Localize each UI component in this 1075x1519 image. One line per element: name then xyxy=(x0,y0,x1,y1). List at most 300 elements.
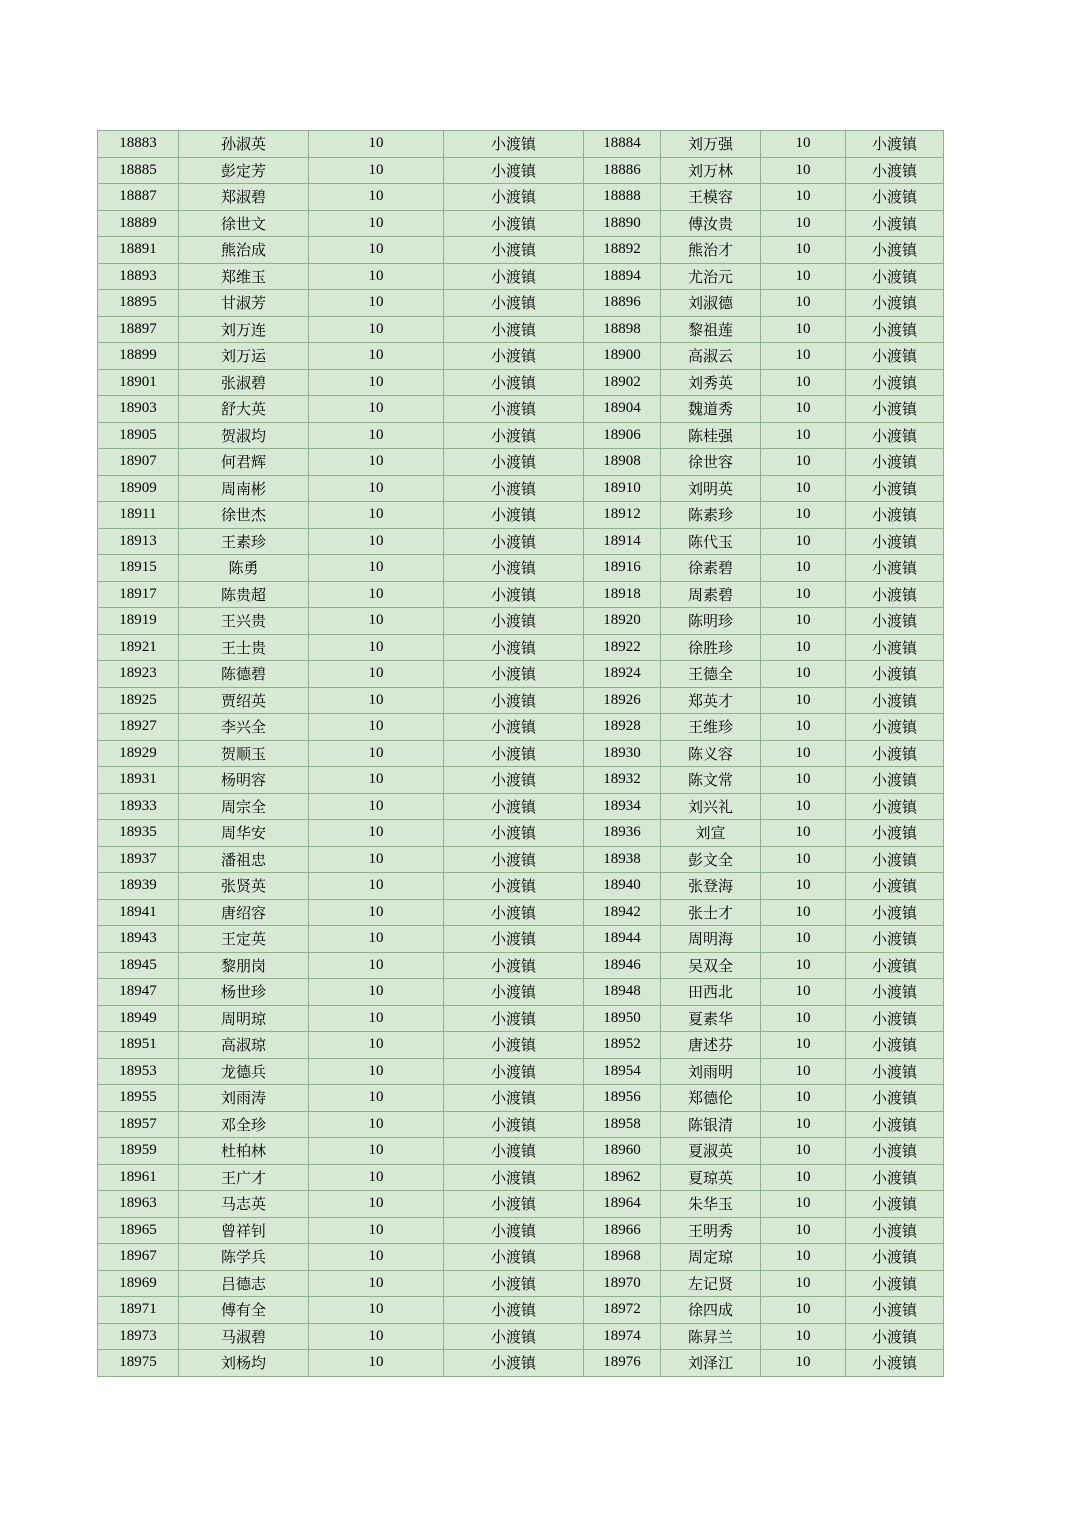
cell-town: 小渡镇 xyxy=(846,1138,944,1165)
cell-town: 小渡镇 xyxy=(444,343,584,370)
cell-amount: 10 xyxy=(309,316,444,343)
cell-town: 小渡镇 xyxy=(846,1217,944,1244)
cell-amount: 10 xyxy=(761,528,846,555)
cell-amount: 10 xyxy=(761,316,846,343)
cell-id: 18942 xyxy=(584,899,661,926)
cell-town: 小渡镇 xyxy=(846,1032,944,1059)
cell-name: 刘万连 xyxy=(179,316,309,343)
cell-amount: 10 xyxy=(761,1270,846,1297)
cell-name: 贺顺玉 xyxy=(179,740,309,767)
cell-amount: 10 xyxy=(309,1164,444,1191)
table-row xyxy=(98,184,944,211)
cell-id: 18921 xyxy=(98,634,179,661)
cell-amount: 10 xyxy=(761,1244,846,1271)
cell-name: 刘万强 xyxy=(661,131,761,158)
cell-id: 18923 xyxy=(98,661,179,688)
recipients-table-body xyxy=(98,131,944,1377)
cell-id: 18945 xyxy=(98,952,179,979)
cell-town: 小渡镇 xyxy=(444,1085,584,1112)
cell-name: 陈贵超 xyxy=(179,581,309,608)
cell-amount: 10 xyxy=(761,290,846,317)
cell-name: 刘杨均 xyxy=(179,1350,309,1377)
cell-id: 18933 xyxy=(98,793,179,820)
cell-town: 小渡镇 xyxy=(846,1111,944,1138)
cell-town: 小渡镇 xyxy=(444,1270,584,1297)
cell-town: 小渡镇 xyxy=(846,316,944,343)
table-row xyxy=(98,793,944,820)
cell-id: 18972 xyxy=(584,1297,661,1324)
cell-name: 刘明英 xyxy=(661,475,761,502)
cell-name: 周定琼 xyxy=(661,1244,761,1271)
cell-name: 郑淑碧 xyxy=(179,184,309,211)
cell-amount: 10 xyxy=(761,1085,846,1112)
cell-town: 小渡镇 xyxy=(444,131,584,158)
cell-id: 18883 xyxy=(98,131,179,158)
cell-town: 小渡镇 xyxy=(444,210,584,237)
cell-amount: 10 xyxy=(309,131,444,158)
cell-amount: 10 xyxy=(309,608,444,635)
cell-town: 小渡镇 xyxy=(444,1005,584,1032)
cell-name: 刘淑德 xyxy=(661,290,761,317)
cell-name: 王定英 xyxy=(179,926,309,953)
cell-amount: 10 xyxy=(761,581,846,608)
cell-name: 徐世文 xyxy=(179,210,309,237)
table-row xyxy=(98,237,944,264)
cell-amount: 10 xyxy=(761,396,846,423)
table-row xyxy=(98,740,944,767)
cell-name: 彭定芳 xyxy=(179,157,309,184)
cell-amount: 10 xyxy=(309,237,444,264)
cell-town: 小渡镇 xyxy=(444,1191,584,1218)
table-row xyxy=(98,979,944,1006)
cell-town: 小渡镇 xyxy=(444,1032,584,1059)
cell-id: 18973 xyxy=(98,1323,179,1350)
table-row xyxy=(98,899,944,926)
cell-name: 王兴贵 xyxy=(179,608,309,635)
cell-town: 小渡镇 xyxy=(444,793,584,820)
table-row xyxy=(98,1111,944,1138)
cell-id: 18918 xyxy=(584,581,661,608)
table-row xyxy=(98,661,944,688)
cell-town: 小渡镇 xyxy=(846,634,944,661)
cell-name: 夏琼英 xyxy=(661,1164,761,1191)
cell-town: 小渡镇 xyxy=(846,290,944,317)
table-row xyxy=(98,290,944,317)
cell-amount: 10 xyxy=(761,131,846,158)
table-row xyxy=(98,1138,944,1165)
cell-amount: 10 xyxy=(309,290,444,317)
cell-name: 徐四成 xyxy=(661,1297,761,1324)
cell-amount: 10 xyxy=(761,820,846,847)
cell-id: 18955 xyxy=(98,1085,179,1112)
cell-town: 小渡镇 xyxy=(846,343,944,370)
table-row xyxy=(98,1297,944,1324)
cell-id: 18952 xyxy=(584,1032,661,1059)
cell-name: 吕德志 xyxy=(179,1270,309,1297)
cell-name: 周素碧 xyxy=(661,581,761,608)
cell-amount: 10 xyxy=(761,1164,846,1191)
cell-id: 18898 xyxy=(584,316,661,343)
cell-amount: 10 xyxy=(761,475,846,502)
cell-town: 小渡镇 xyxy=(846,1297,944,1324)
table-row xyxy=(98,316,944,343)
cell-id: 18959 xyxy=(98,1138,179,1165)
cell-amount: 10 xyxy=(309,475,444,502)
cell-name: 杜柏林 xyxy=(179,1138,309,1165)
cell-name: 田西北 xyxy=(661,979,761,1006)
cell-name: 周明海 xyxy=(661,926,761,953)
cell-town: 小渡镇 xyxy=(846,793,944,820)
cell-id: 18958 xyxy=(584,1111,661,1138)
cell-name: 刘万运 xyxy=(179,343,309,370)
cell-id: 18957 xyxy=(98,1111,179,1138)
cell-id: 18927 xyxy=(98,714,179,741)
cell-id: 18906 xyxy=(584,422,661,449)
cell-town: 小渡镇 xyxy=(846,926,944,953)
cell-town: 小渡镇 xyxy=(846,1058,944,1085)
table-row xyxy=(98,1323,944,1350)
cell-town: 小渡镇 xyxy=(444,820,584,847)
cell-amount: 10 xyxy=(309,555,444,582)
table-row xyxy=(98,820,944,847)
cell-town: 小渡镇 xyxy=(846,1350,944,1377)
table-row xyxy=(98,1191,944,1218)
cell-town: 小渡镇 xyxy=(846,714,944,741)
cell-amount: 10 xyxy=(309,502,444,529)
cell-id: 18917 xyxy=(98,581,179,608)
cell-name: 陈勇 xyxy=(179,555,309,582)
cell-town: 小渡镇 xyxy=(444,1058,584,1085)
cell-name: 周明琼 xyxy=(179,1005,309,1032)
cell-name: 徐胜珍 xyxy=(661,634,761,661)
cell-id: 18934 xyxy=(584,793,661,820)
cell-id: 18907 xyxy=(98,449,179,476)
cell-id: 18931 xyxy=(98,767,179,794)
cell-town: 小渡镇 xyxy=(846,581,944,608)
cell-amount: 10 xyxy=(309,528,444,555)
cell-name: 刘宣 xyxy=(661,820,761,847)
cell-name: 郑维玉 xyxy=(179,263,309,290)
table-row xyxy=(98,475,944,502)
cell-town: 小渡镇 xyxy=(846,846,944,873)
cell-name: 刘万林 xyxy=(661,157,761,184)
cell-name: 张士才 xyxy=(661,899,761,926)
table-row xyxy=(98,157,944,184)
cell-town: 小渡镇 xyxy=(444,846,584,873)
cell-name: 陈义容 xyxy=(661,740,761,767)
cell-name: 马淑碧 xyxy=(179,1323,309,1350)
cell-id: 18964 xyxy=(584,1191,661,1218)
cell-id: 18909 xyxy=(98,475,179,502)
cell-name: 刘泽江 xyxy=(661,1350,761,1377)
table-row xyxy=(98,1217,944,1244)
cell-amount: 10 xyxy=(309,1111,444,1138)
cell-amount: 10 xyxy=(309,1032,444,1059)
table-row xyxy=(98,1270,944,1297)
cell-amount: 10 xyxy=(309,634,444,661)
table-row xyxy=(98,343,944,370)
cell-name: 孙淑英 xyxy=(179,131,309,158)
table-row xyxy=(98,767,944,794)
cell-id: 18926 xyxy=(584,687,661,714)
cell-id: 18902 xyxy=(584,369,661,396)
cell-amount: 10 xyxy=(309,1138,444,1165)
cell-town: 小渡镇 xyxy=(846,396,944,423)
cell-amount: 10 xyxy=(761,263,846,290)
cell-name: 张淑碧 xyxy=(179,369,309,396)
cell-id: 18908 xyxy=(584,449,661,476)
cell-amount: 10 xyxy=(309,369,444,396)
cell-name: 王素珍 xyxy=(179,528,309,555)
cell-town: 小渡镇 xyxy=(444,475,584,502)
cell-amount: 10 xyxy=(309,1350,444,1377)
cell-name: 刘雨涛 xyxy=(179,1085,309,1112)
cell-amount: 10 xyxy=(761,369,846,396)
cell-town: 小渡镇 xyxy=(444,449,584,476)
table-row xyxy=(98,396,944,423)
cell-town: 小渡镇 xyxy=(846,449,944,476)
cell-amount: 10 xyxy=(761,687,846,714)
cell-town: 小渡镇 xyxy=(444,237,584,264)
cell-town: 小渡镇 xyxy=(846,555,944,582)
cell-id: 18919 xyxy=(98,608,179,635)
cell-id: 18938 xyxy=(584,846,661,873)
cell-name: 舒大英 xyxy=(179,396,309,423)
cell-town: 小渡镇 xyxy=(444,714,584,741)
table-row xyxy=(98,449,944,476)
cell-amount: 10 xyxy=(309,343,444,370)
cell-town: 小渡镇 xyxy=(846,1244,944,1271)
cell-name: 杨世珍 xyxy=(179,979,309,1006)
cell-id: 18896 xyxy=(584,290,661,317)
table-row xyxy=(98,210,944,237)
cell-name: 唐绍容 xyxy=(179,899,309,926)
cell-id: 18937 xyxy=(98,846,179,873)
cell-id: 18895 xyxy=(98,290,179,317)
cell-town: 小渡镇 xyxy=(444,1111,584,1138)
table-row xyxy=(98,528,944,555)
cell-id: 18930 xyxy=(584,740,661,767)
cell-town: 小渡镇 xyxy=(444,1350,584,1377)
cell-town: 小渡镇 xyxy=(444,952,584,979)
cell-town: 小渡镇 xyxy=(846,1270,944,1297)
cell-name: 魏道秀 xyxy=(661,396,761,423)
cell-id: 18915 xyxy=(98,555,179,582)
cell-town: 小渡镇 xyxy=(444,608,584,635)
cell-id: 18920 xyxy=(584,608,661,635)
cell-amount: 10 xyxy=(309,740,444,767)
table-row xyxy=(98,1164,944,1191)
cell-id: 18965 xyxy=(98,1217,179,1244)
cell-town: 小渡镇 xyxy=(444,899,584,926)
cell-name: 王士贵 xyxy=(179,634,309,661)
cell-town: 小渡镇 xyxy=(846,369,944,396)
table-row xyxy=(98,952,944,979)
cell-name: 尤治元 xyxy=(661,263,761,290)
cell-name: 刘秀英 xyxy=(661,369,761,396)
cell-amount: 10 xyxy=(309,1244,444,1271)
cell-town: 小渡镇 xyxy=(846,422,944,449)
cell-town: 小渡镇 xyxy=(846,237,944,264)
cell-name: 高淑琼 xyxy=(179,1032,309,1059)
cell-amount: 10 xyxy=(309,846,444,873)
cell-amount: 10 xyxy=(309,820,444,847)
cell-town: 小渡镇 xyxy=(444,502,584,529)
cell-amount: 10 xyxy=(761,740,846,767)
cell-town: 小渡镇 xyxy=(444,687,584,714)
cell-amount: 10 xyxy=(761,1005,846,1032)
cell-amount: 10 xyxy=(761,714,846,741)
cell-id: 18954 xyxy=(584,1058,661,1085)
cell-town: 小渡镇 xyxy=(846,1323,944,1350)
cell-id: 18925 xyxy=(98,687,179,714)
cell-town: 小渡镇 xyxy=(444,316,584,343)
cell-amount: 10 xyxy=(309,661,444,688)
cell-town: 小渡镇 xyxy=(444,740,584,767)
cell-town: 小渡镇 xyxy=(846,528,944,555)
cell-name: 王广才 xyxy=(179,1164,309,1191)
cell-id: 18892 xyxy=(584,237,661,264)
cell-id: 18887 xyxy=(98,184,179,211)
cell-town: 小渡镇 xyxy=(444,1138,584,1165)
cell-name: 陈素珍 xyxy=(661,502,761,529)
cell-id: 18911 xyxy=(98,502,179,529)
cell-town: 小渡镇 xyxy=(444,1297,584,1324)
cell-name: 夏淑英 xyxy=(661,1138,761,1165)
cell-amount: 10 xyxy=(309,396,444,423)
cell-amount: 10 xyxy=(309,210,444,237)
cell-name: 陈德碧 xyxy=(179,661,309,688)
cell-amount: 10 xyxy=(761,1323,846,1350)
cell-town: 小渡镇 xyxy=(444,555,584,582)
cell-amount: 10 xyxy=(309,873,444,900)
cell-id: 18897 xyxy=(98,316,179,343)
cell-id: 18941 xyxy=(98,899,179,926)
cell-id: 18950 xyxy=(584,1005,661,1032)
cell-amount: 10 xyxy=(309,926,444,953)
cell-amount: 10 xyxy=(761,661,846,688)
cell-amount: 10 xyxy=(309,793,444,820)
table-row xyxy=(98,608,944,635)
cell-name: 王明秀 xyxy=(661,1217,761,1244)
cell-amount: 10 xyxy=(309,767,444,794)
cell-amount: 10 xyxy=(309,422,444,449)
cell-id: 18886 xyxy=(584,157,661,184)
cell-amount: 10 xyxy=(761,846,846,873)
cell-id: 18960 xyxy=(584,1138,661,1165)
cell-name: 马志英 xyxy=(179,1191,309,1218)
table-row xyxy=(98,1085,944,1112)
cell-town: 小渡镇 xyxy=(846,1005,944,1032)
cell-town: 小渡镇 xyxy=(846,740,944,767)
cell-town: 小渡镇 xyxy=(444,661,584,688)
cell-name: 吴双全 xyxy=(661,952,761,979)
cell-town: 小渡镇 xyxy=(444,422,584,449)
table-row xyxy=(98,555,944,582)
cell-town: 小渡镇 xyxy=(444,290,584,317)
cell-name: 陈学兵 xyxy=(179,1244,309,1271)
cell-name: 贺淑均 xyxy=(179,422,309,449)
cell-id: 18899 xyxy=(98,343,179,370)
cell-id: 18946 xyxy=(584,952,661,979)
cell-name: 陈明珍 xyxy=(661,608,761,635)
cell-name: 陈昇兰 xyxy=(661,1323,761,1350)
cell-name: 徐素碧 xyxy=(661,555,761,582)
cell-id: 18885 xyxy=(98,157,179,184)
cell-id: 18940 xyxy=(584,873,661,900)
cell-amount: 10 xyxy=(761,1350,846,1377)
cell-town: 小渡镇 xyxy=(846,502,944,529)
cell-town: 小渡镇 xyxy=(444,926,584,953)
cell-town: 小渡镇 xyxy=(846,608,944,635)
cell-name: 郑德伦 xyxy=(661,1085,761,1112)
cell-id: 18910 xyxy=(584,475,661,502)
cell-town: 小渡镇 xyxy=(444,979,584,1006)
cell-name: 朱华玉 xyxy=(661,1191,761,1218)
cell-name: 王维珍 xyxy=(661,714,761,741)
cell-name: 徐世容 xyxy=(661,449,761,476)
cell-town: 小渡镇 xyxy=(444,767,584,794)
cell-amount: 10 xyxy=(761,555,846,582)
table-row xyxy=(98,502,944,529)
cell-id: 18949 xyxy=(98,1005,179,1032)
table-row xyxy=(98,846,944,873)
cell-amount: 10 xyxy=(761,1138,846,1165)
cell-id: 18976 xyxy=(584,1350,661,1377)
cell-id: 18963 xyxy=(98,1191,179,1218)
table-row xyxy=(98,873,944,900)
cell-name: 龙德兵 xyxy=(179,1058,309,1085)
table-row xyxy=(98,422,944,449)
table-row xyxy=(98,581,944,608)
cell-id: 18922 xyxy=(584,634,661,661)
cell-town: 小渡镇 xyxy=(444,634,584,661)
cell-amount: 10 xyxy=(309,1085,444,1112)
cell-amount: 10 xyxy=(761,1111,846,1138)
table-row xyxy=(98,131,944,158)
cell-town: 小渡镇 xyxy=(846,263,944,290)
cell-town: 小渡镇 xyxy=(444,873,584,900)
cell-town: 小渡镇 xyxy=(846,952,944,979)
cell-town: 小渡镇 xyxy=(846,131,944,158)
cell-town: 小渡镇 xyxy=(444,528,584,555)
cell-amount: 10 xyxy=(309,581,444,608)
cell-name: 陈代玉 xyxy=(661,528,761,555)
cell-id: 18914 xyxy=(584,528,661,555)
table-row xyxy=(98,1058,944,1085)
cell-amount: 10 xyxy=(309,687,444,714)
table-row xyxy=(98,369,944,396)
cell-id: 18905 xyxy=(98,422,179,449)
cell-town: 小渡镇 xyxy=(846,184,944,211)
cell-amount: 10 xyxy=(761,767,846,794)
cell-town: 小渡镇 xyxy=(846,820,944,847)
cell-name: 黎朋岗 xyxy=(179,952,309,979)
cell-amount: 10 xyxy=(309,184,444,211)
cell-id: 18943 xyxy=(98,926,179,953)
cell-town: 小渡镇 xyxy=(846,210,944,237)
cell-town: 小渡镇 xyxy=(846,157,944,184)
cell-name: 傅有全 xyxy=(179,1297,309,1324)
cell-amount: 10 xyxy=(309,1058,444,1085)
cell-name: 陈桂强 xyxy=(661,422,761,449)
cell-amount: 10 xyxy=(761,952,846,979)
cell-amount: 10 xyxy=(309,979,444,1006)
cell-amount: 10 xyxy=(761,979,846,1006)
cell-id: 18951 xyxy=(98,1032,179,1059)
cell-amount: 10 xyxy=(309,1323,444,1350)
table-row xyxy=(98,1244,944,1271)
